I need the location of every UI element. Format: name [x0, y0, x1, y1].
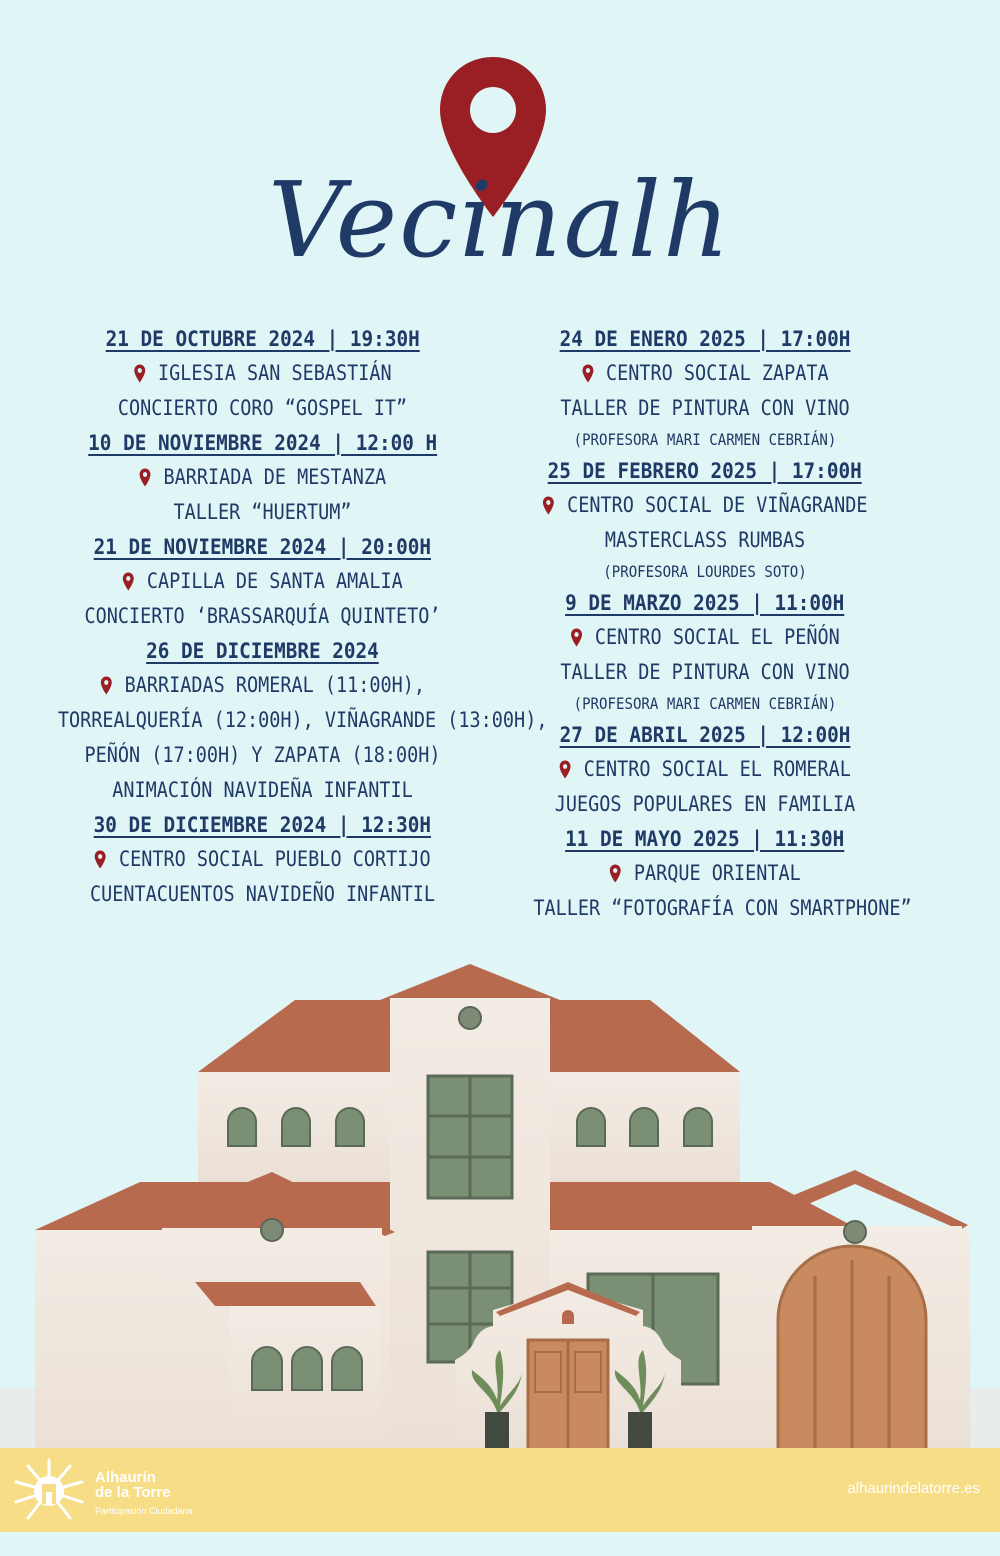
event-location: BARRIADAS ROMERAL (11:00H), [58, 668, 467, 703]
location-pin-icon [100, 676, 112, 695]
bottom-strip [0, 1532, 1000, 1556]
event-item [510, 718, 900, 822]
event-date: 27 DE ABRIL 2025 | 12:00H [559, 723, 851, 747]
event-location-extra: PEÑÓN (17:00H) Y ZAPATA (18:00H) [84, 743, 441, 767]
event-activity: CUENTACUENTOS NAVIDEÑO INFANTIL [90, 882, 435, 906]
event-date: 24 DE ENERO 2025 | 17:00H [559, 327, 851, 351]
event-location-extra: TORREALQUERÍA (12:00H), VIÑAGRANDE (13:00H), [57, 708, 548, 732]
event-location: BARRIADA DE MESTANZA [58, 460, 467, 495]
location-pin-icon [609, 864, 621, 883]
page-title: Vecinalh [268, 159, 732, 281]
location-pin-icon [559, 760, 571, 779]
event-note: (PROFESORA LOURDES SOTO) [603, 562, 807, 581]
event-location: CENTRO SOCIAL EL PEÑÓN [533, 620, 876, 655]
event-date: 21 DE NOVIEMBRE 2024 | 20:00H [93, 535, 432, 559]
event-activity: TALLER DE PINTURA CON VINO [560, 660, 850, 684]
location-pin-icon [122, 572, 134, 591]
event-activity: TALLER “HUERTUM” [173, 500, 352, 524]
event-activity: CONCIERTO ‘BRASSARQUÍA QUINTETO’ [84, 604, 441, 628]
event-item [510, 454, 900, 586]
event-date: 30 DE DICIEMBRE 2024 | 12:30H [93, 813, 432, 837]
organization-subtitle: Participación Ciudadana [95, 1506, 193, 1516]
location-pin-icon [570, 628, 582, 647]
event-item [30, 322, 495, 426]
website-link[interactable]: alhaurindelatorre.es [847, 1480, 980, 1497]
right-events-column [510, 322, 912, 926]
left-events-column [30, 322, 548, 912]
footer-bar [0, 1448, 1000, 1532]
event-item [30, 634, 548, 808]
event-location: CENTRO SOCIAL EL ROMERAL [533, 752, 876, 787]
event-activity: JUEGOS POPULARES EN FAMILIA [554, 792, 856, 816]
event-date: 11 DE MAYO 2025 | 11:30H [565, 827, 845, 851]
event-location: PARQUE ORIENTAL [533, 856, 876, 891]
municipality-logo-icon [10, 1456, 88, 1526]
event-note: (PROFESORA MARI CARMEN CEBRIÁN) [573, 694, 837, 713]
event-item [510, 322, 900, 454]
event-date: 25 DE FEBRERO 2025 | 17:00H [547, 459, 863, 483]
event-item [30, 426, 495, 530]
location-pin-icon [542, 496, 554, 515]
location-pin-icon [94, 850, 106, 869]
event-location: CENTRO SOCIAL DE VIÑAGRANDE [533, 488, 876, 523]
event-location: CAPILLA DE SANTA AMALIA [58, 564, 467, 599]
event-date: 10 DE NOVIEMBRE 2024 | 12:00 H [88, 431, 437, 455]
event-location: CENTRO SOCIAL ZAPATA [533, 356, 876, 391]
event-activity: TALLER DE PINTURA CON VINO [560, 396, 850, 420]
event-note: (PROFESORA MARI CARMEN CEBRIÁN) [573, 430, 837, 449]
house-illustration [0, 960, 1000, 1450]
event-date: 21 DE OCTUBRE 2024 | 19:30H [105, 327, 420, 351]
event-item [510, 586, 900, 718]
event-activity: TALLER “FOTOGRAFÍA CON SMARTPHONE” [533, 896, 912, 920]
location-pin-icon [139, 468, 151, 487]
event-location: CENTRO SOCIAL PUEBLO CORTIJO [58, 842, 467, 877]
event-item [30, 808, 495, 912]
event-date: 9 DE MARZO 2025 | 11:00H [565, 591, 845, 615]
event-activity: ANIMACIÓN NAVIDEÑA INFANTIL [112, 778, 413, 802]
event-activity: CONCIERTO CORO “GOSPEL IT” [117, 396, 408, 420]
location-pin-icon [581, 364, 593, 383]
event-location: IGLESIA SAN SEBASTIÁN [58, 356, 467, 391]
event-item [510, 822, 912, 926]
event-item [30, 530, 495, 634]
organization-name: Alhaurín de la Torre [95, 1469, 171, 1501]
event-activity: MASTERCLASS RUMBAS [604, 528, 806, 552]
event-date: 26 DE DICIEMBRE 2024 [146, 639, 379, 663]
location-pin-icon [133, 364, 145, 383]
